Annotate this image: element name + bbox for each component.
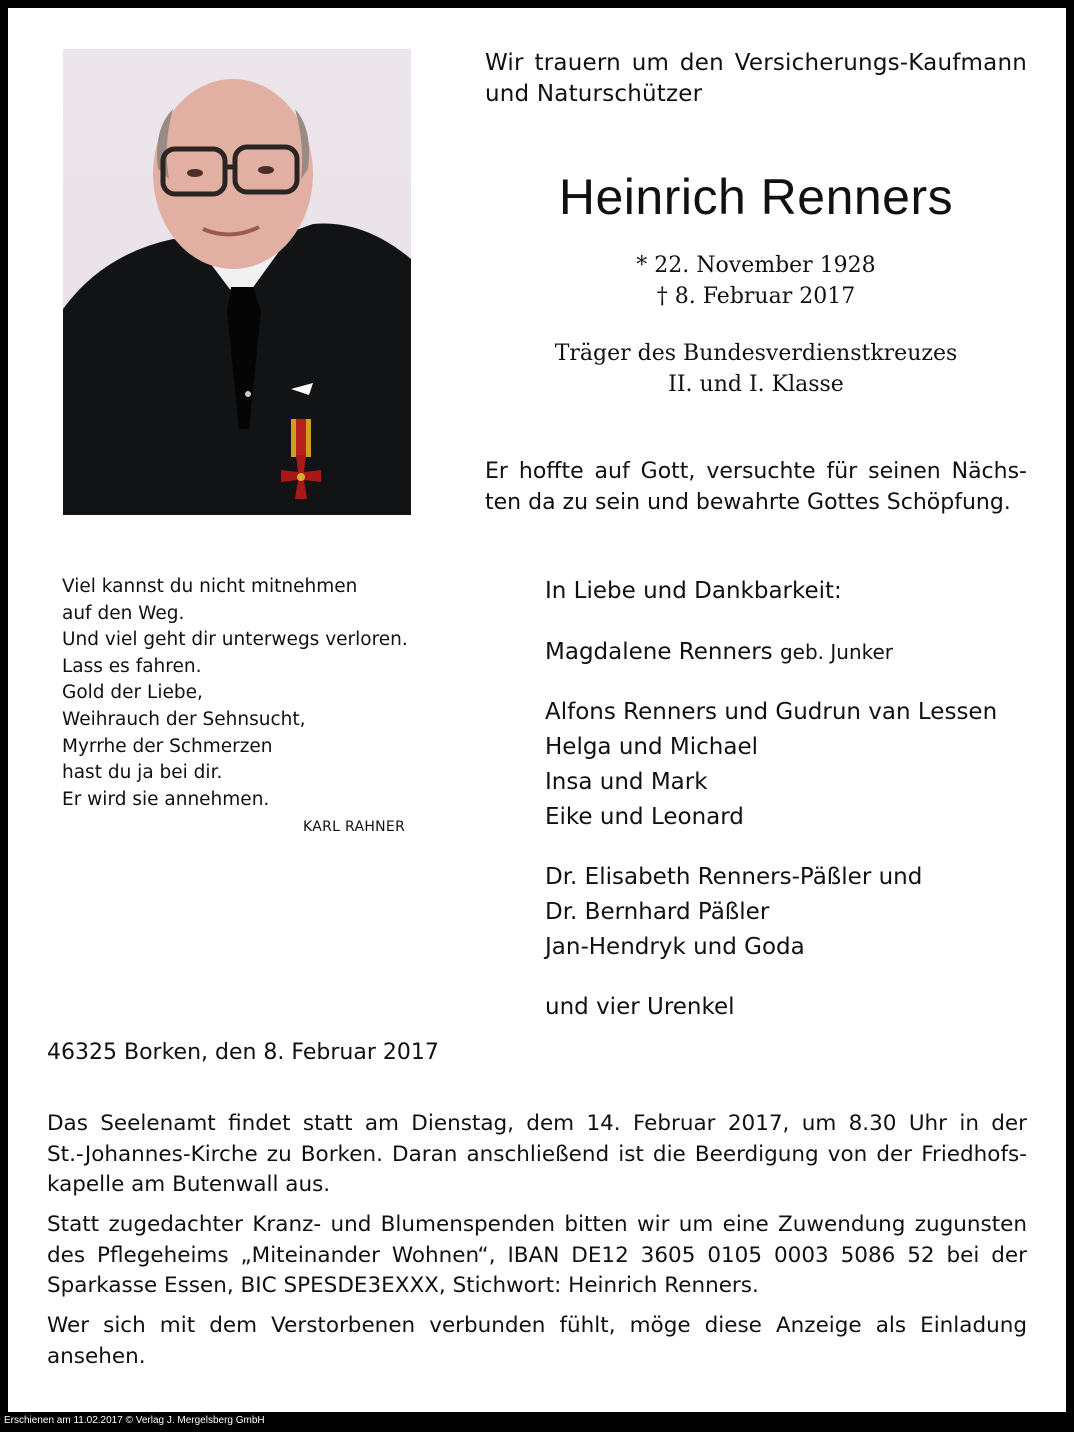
deceased-name: Heinrich Renners [558, 169, 954, 225]
poem-line: Weihrauch der Sehnsucht, [62, 708, 306, 730]
hope-line: ten da zu sein und bewahrte Gottes Schöpfung. [485, 490, 1011, 515]
obituary-notice [8, 8, 1066, 1412]
poem-line: Viel kannst du nicht mitnehmen [62, 576, 358, 597]
poem-author: KARL RAHNER [303, 819, 406, 835]
family-group-2 [545, 860, 922, 965]
family-group-1 [545, 695, 997, 835]
award-text [485, 338, 1027, 400]
family-member: Insa und Mark [545, 769, 708, 795]
donation-paragraph [47, 1210, 1027, 1302]
invitation-line: Wer sich mit dem Verstorbenen verbunden fühlt, möge diese Anzeige als Einladung [47, 1313, 1027, 1338]
poem-line: hast du ja bei dir. [62, 762, 223, 784]
intro-line: Wir trauern um den Versicherungs-Kaufmann [485, 50, 1027, 76]
poem-line: Myrrhe der Schmerzen [62, 735, 273, 757]
birth-date: * 22. November 1928 [636, 253, 876, 278]
donation-line: des Pflegeheims „Miteinander Wohnen“, IBAN DE12 3605 0105 0003 5086 52 bei der [47, 1242, 1027, 1268]
poem-line: Und viel geht dir unterwegs verloren. [62, 629, 408, 651]
family-member: Alfons Renners und Gudrun van Lessen [545, 699, 998, 725]
family-member: Helga und Michael [545, 734, 758, 760]
portrait-photo [63, 49, 411, 515]
family-intro: In Liebe und Dankbarkeit: [545, 578, 842, 604]
award-line: II. und I. Klasse [668, 372, 844, 397]
service-line: kapelle am Butenwall aus. [47, 1172, 331, 1197]
hope-text [485, 456, 1027, 518]
invitation-paragraph [47, 1311, 1027, 1372]
family-member: Dr. Elisabeth Renners-Päßler und [545, 864, 923, 890]
poem-line: Gold der Liebe, [62, 682, 203, 704]
poem [62, 574, 408, 813]
service-line: St.-Johannes-Kirche zu Borken. Daran anschließend ist die Beerdigung von der Friedhofs- [47, 1141, 1027, 1167]
widow-maiden-name: geb. Junker [779, 640, 894, 664]
life-dates [485, 250, 1027, 312]
service-line: Das Seelenamt findet statt am Dienstag, dem 14. Februar 2017, um 8.30 Uhr in der [47, 1111, 1027, 1136]
intro-line: und Naturschützer [485, 81, 703, 107]
award-line: Träger des Bundesverdienstkreuzes [554, 341, 958, 366]
invitation-line: ansehen. [47, 1343, 146, 1369]
place-date: 46325 Borken, den 8. Februar 2017 [47, 1040, 439, 1065]
publication-footer: Erschienen am 11.02.2017 © Verlag J. Mergelsberg GmbH [4, 1415, 265, 1426]
family-member: Eike und Leonard [545, 804, 744, 830]
service-paragraph [47, 1109, 1027, 1201]
portrait-illustration [63, 49, 411, 515]
donation-line: Statt zugedachter Kranz- und Blumenspenden bitten wir um eine Zuwendung zugunsten [47, 1212, 1027, 1237]
intro-text [485, 48, 1027, 110]
family-closing: und vier Urenkel [545, 994, 735, 1020]
widow-name: Magdalene Renners [545, 639, 773, 665]
death-date: † 8. Februar 2017 [656, 284, 856, 309]
donation-line: Sparkasse Essen, BIC SPESDE3EXXX, Stichwort: Heinrich Renners. [47, 1273, 759, 1298]
widow-line [545, 635, 893, 670]
family-member: Jan-Hendryk und Goda [545, 934, 805, 960]
poem-line: Er wird sie annehmen. [62, 788, 270, 810]
family-member: Dr. Bernhard Päßler [545, 899, 770, 925]
hope-line: Er hoffte auf Gott, versuchte für seinen Nächs- [485, 459, 1027, 484]
poem-line: Lass es fahren. [62, 655, 202, 677]
poem-line: auf den Weg. [62, 602, 185, 624]
